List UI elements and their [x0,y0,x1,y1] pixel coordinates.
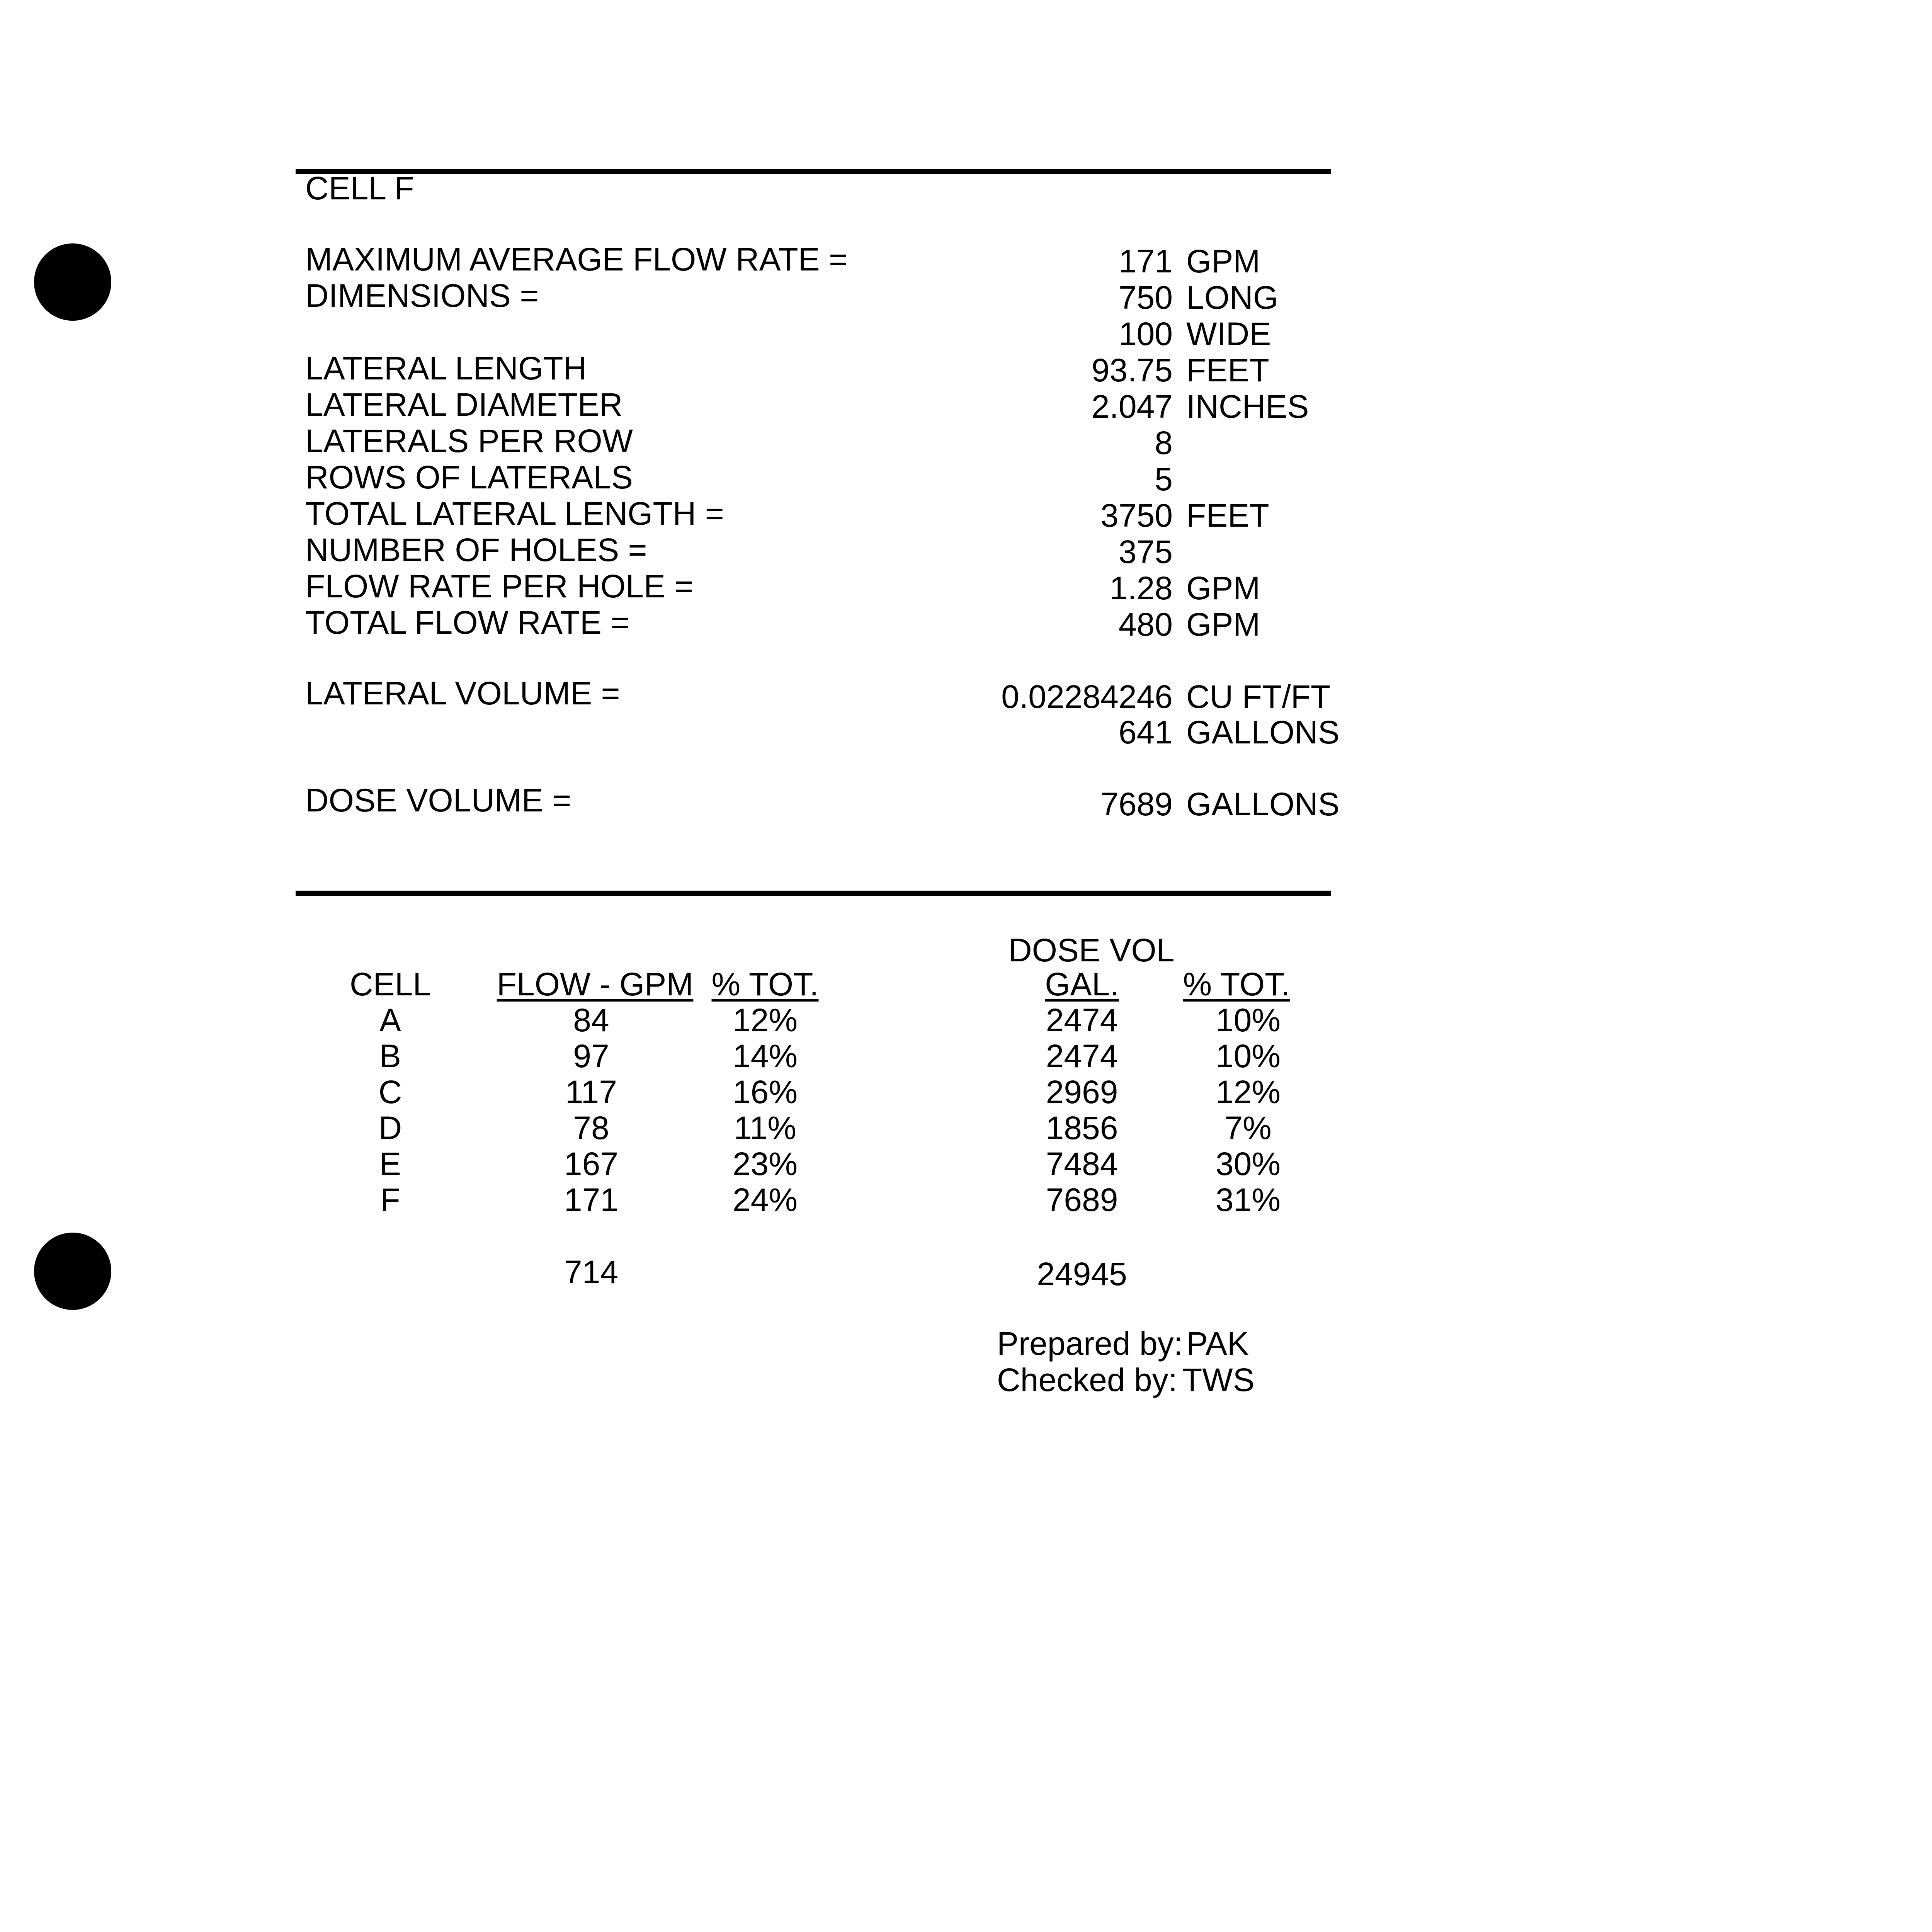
param-label: LATERALS PER ROW [305,423,633,459]
row-flow-pct: 16% [732,1074,798,1110]
param-unit: GPM [1186,606,1260,643]
param-label: LATERAL LENGTH [305,350,587,386]
header-cell: CELL [349,966,431,1002]
row-flow: 78 [573,1110,609,1146]
lateral-volume-unit: CU FT/FT [1186,679,1331,715]
param-value: 5 [1155,461,1173,497]
total-flow: 714 [564,1254,619,1290]
row-dose-pct: 12% [1215,1074,1281,1110]
param-unit: LONG [1186,279,1279,316]
dose-volume-value: 7689 [1100,786,1173,822]
param-unit: GPM [1186,243,1260,279]
param-label: FLOW RATE PER HOLE = [305,568,694,604]
row-cell: C [378,1074,402,1110]
prepared-value: PAK [1186,1325,1249,1362]
param-unit: INCHES [1186,388,1309,425]
param-unit: FEET [1186,497,1269,534]
lateral-volume-gallons-unit: GALLONS [1186,714,1340,750]
param-label: LATERAL DIAMETER [305,386,623,423]
binder-hole-top [34,243,111,321]
row-cell: A [379,1002,401,1038]
param-value: 93.75 [1091,352,1173,388]
param-label: ROWS OF LATERALS [305,459,633,495]
row-dose-pct: 31% [1215,1182,1281,1218]
header-gal: GAL. [1045,966,1119,1002]
middle-rule [296,891,1331,896]
row-gal: 7484 [1046,1146,1118,1182]
dose-vol-header: DOSE VOL [1009,932,1175,968]
row-flow-pct: 23% [732,1146,798,1182]
row-flow: 167 [564,1146,619,1182]
row-gal: 1856 [1046,1110,1118,1146]
top-rule [296,169,1331,174]
row-flow-pct: 14% [732,1038,798,1074]
param-unit: WIDE [1186,316,1271,352]
param-value: 8 [1155,425,1173,461]
row-gal: 7689 [1046,1182,1118,1218]
row-cell: E [379,1146,401,1182]
row-dose-pct: 10% [1215,1038,1281,1074]
row-flow: 84 [573,1002,609,1038]
binder-hole-middle [34,1233,111,1310]
row-gal: 2474 [1046,1002,1118,1038]
header-flow: FLOW - GPM [497,966,694,1002]
row-dose-pct: 10% [1215,1002,1281,1038]
param-label: NUMBER OF HOLES = [305,532,647,568]
lateral-volume-gallons: 641 [1118,714,1173,750]
dose-volume-unit: GALLONS [1186,786,1340,822]
row-dose-pct: 7% [1225,1110,1272,1146]
param-label: MAXIMUM AVERAGE FLOW RATE = [305,241,848,277]
param-label: TOTAL FLOW RATE = [305,604,630,641]
header-dose-pct: % TOT. [1183,966,1290,1002]
param-label: TOTAL LATERAL LENGTH = [305,495,724,532]
row-cell: B [379,1038,401,1074]
param-value: 2.047 [1091,388,1173,425]
row-flow-pct: 12% [732,1002,798,1038]
row-cell: D [378,1110,402,1146]
lateral-volume-label: LATERAL VOLUME = [305,675,620,711]
param-unit: FEET [1186,352,1269,388]
checked-value: TWS [1182,1362,1255,1398]
param-value: 171 [1118,243,1173,279]
row-flow: 171 [564,1182,619,1218]
param-label: DIMENSIONS = [305,277,539,314]
checked-label: Checked by: [997,1362,1177,1398]
row-dose-pct: 30% [1215,1146,1281,1182]
row-gal: 2969 [1046,1074,1118,1110]
param-value: 3750 [1100,497,1173,534]
section-title: CELL F [305,170,414,206]
prepared-label: Prepared by: [997,1325,1183,1362]
param-value: 1.28 [1109,570,1173,606]
param-value: 480 [1118,606,1173,643]
lateral-volume-value: 0.02284246 [1001,679,1173,715]
total-dose: 24945 [1037,1256,1127,1292]
header-flow-pct: % TOT. [711,966,819,1002]
row-flow-pct: 24% [732,1182,798,1218]
row-flow-pct: 11% [734,1110,796,1146]
row-flow: 117 [565,1074,617,1110]
dose-volume-label: DOSE VOLUME = [305,782,571,818]
param-value: 375 [1118,534,1173,570]
param-value: 100 [1118,316,1173,352]
row-cell: F [380,1182,400,1218]
row-flow: 97 [573,1038,609,1074]
param-value: 750 [1118,279,1173,316]
param-unit: GPM [1186,570,1260,606]
row-gal: 2474 [1046,1038,1118,1074]
